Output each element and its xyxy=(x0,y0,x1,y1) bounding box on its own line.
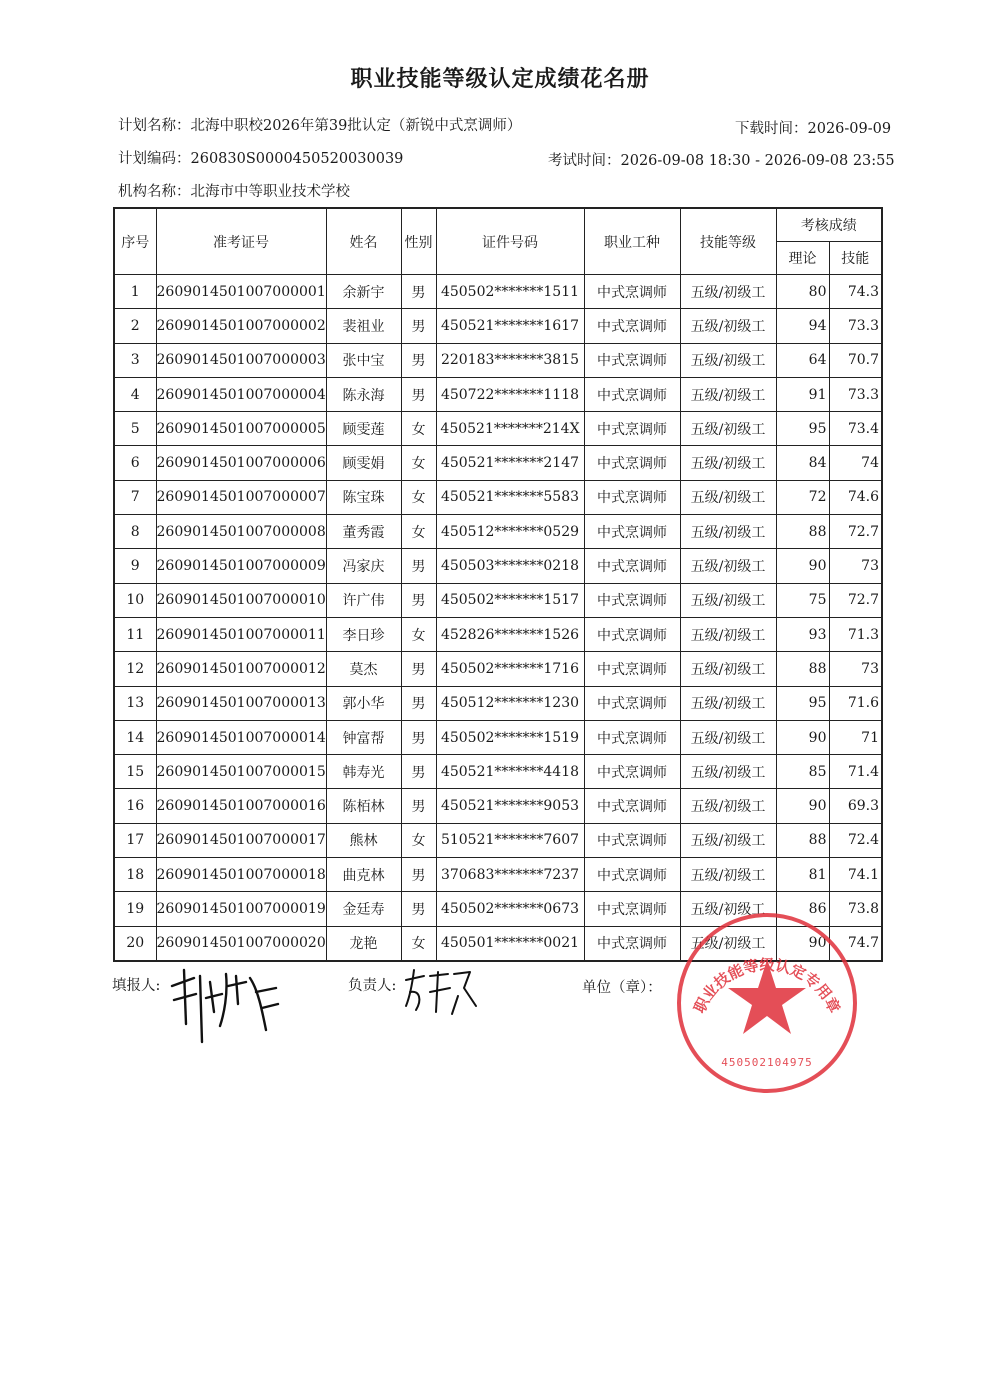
cell-id-number: 450501*******0021 xyxy=(436,926,584,961)
cell-ticket: 2609014501007000020 xyxy=(156,926,326,961)
header-skill: 技能 xyxy=(829,242,882,275)
cell-skill: 72.7 xyxy=(829,583,882,617)
cell-name: 李日珍 xyxy=(326,617,401,651)
table-row xyxy=(114,617,882,651)
cell-skill-level: 五级/初级工 xyxy=(680,892,776,926)
table-row xyxy=(114,480,882,514)
cell-skill-level: 五级/初级工 xyxy=(680,309,776,343)
cell-id-number: 450502*******1511 xyxy=(436,275,584,309)
cell-occupation: 中式烹调师 xyxy=(584,480,680,514)
cell-skill: 71.3 xyxy=(829,617,882,651)
filler-label: 填报人: xyxy=(112,978,161,994)
cell-skill: 73.3 xyxy=(829,377,882,411)
cell-skill: 73.8 xyxy=(829,892,882,926)
cell-gender: 女 xyxy=(401,446,436,480)
cell-seq: 4 xyxy=(114,377,156,411)
cell-occupation: 中式烹调师 xyxy=(584,617,680,651)
cell-id-number: 450521*******9053 xyxy=(436,789,584,823)
responsible-signature xyxy=(402,966,482,1020)
cell-skill-level: 五级/初级工 xyxy=(680,858,776,892)
header-theory: 理论 xyxy=(776,242,829,275)
cell-ticket: 2609014501007000017 xyxy=(156,823,326,857)
cell-gender: 男 xyxy=(401,377,436,411)
cell-name: 裴祖业 xyxy=(326,309,401,343)
cell-skill-level: 五级/初级工 xyxy=(680,515,776,549)
cell-occupation: 中式烹调师 xyxy=(584,755,680,789)
cell-occupation: 中式烹调师 xyxy=(584,789,680,823)
cell-theory: 84 xyxy=(776,446,829,480)
table-row xyxy=(114,720,882,754)
cell-ticket: 2609014501007000009 xyxy=(156,549,326,583)
cell-gender: 女 xyxy=(401,823,436,857)
table-row xyxy=(114,858,882,892)
cell-seq: 6 xyxy=(114,446,156,480)
cell-ticket: 2609014501007000013 xyxy=(156,686,326,720)
cell-name: 陈栢林 xyxy=(326,789,401,823)
cell-theory: 93 xyxy=(776,617,829,651)
cell-name: 钟富帮 xyxy=(326,720,401,754)
cell-skill-level: 五级/初级工 xyxy=(680,275,776,309)
cell-gender: 男 xyxy=(401,275,436,309)
cell-skill-level: 五级/初级工 xyxy=(680,789,776,823)
cell-skill: 73 xyxy=(829,652,882,686)
cell-occupation: 中式烹调师 xyxy=(584,652,680,686)
cell-name: 余新宇 xyxy=(326,275,401,309)
table-row xyxy=(114,583,882,617)
cell-seq: 11 xyxy=(114,617,156,651)
cell-theory: 88 xyxy=(776,515,829,549)
cell-gender: 男 xyxy=(401,343,436,377)
cell-name: 莫杰 xyxy=(326,652,401,686)
cell-theory: 85 xyxy=(776,755,829,789)
cell-ticket: 2609014501007000001 xyxy=(156,275,326,309)
cell-id-number: 450502*******1517 xyxy=(436,583,584,617)
cell-name: 许广伟 xyxy=(326,583,401,617)
table-row xyxy=(114,549,882,583)
header-score-group: 考核成绩 xyxy=(776,208,882,242)
cell-seq: 3 xyxy=(114,343,156,377)
cell-gender: 男 xyxy=(401,549,436,583)
cell-theory: 90 xyxy=(776,549,829,583)
cell-occupation: 中式烹调师 xyxy=(584,309,680,343)
cell-seq: 13 xyxy=(114,686,156,720)
cell-name: 陈永海 xyxy=(326,377,401,411)
header-ticket: 准考证号 xyxy=(156,208,326,275)
cell-gender: 男 xyxy=(401,686,436,720)
cell-occupation: 中式烹调师 xyxy=(584,446,680,480)
cell-occupation: 中式烹调师 xyxy=(584,720,680,754)
table-row xyxy=(114,515,882,549)
cell-id-number: 450521*******4418 xyxy=(436,755,584,789)
cell-ticket: 2609014501007000008 xyxy=(156,515,326,549)
cell-skill-level: 五级/初级工 xyxy=(680,617,776,651)
cell-theory: 88 xyxy=(776,652,829,686)
cell-seq: 10 xyxy=(114,583,156,617)
cell-occupation: 中式烹调师 xyxy=(584,858,680,892)
header-seq: 序号 xyxy=(114,208,156,275)
cell-seq: 14 xyxy=(114,720,156,754)
cell-ticket: 2609014501007000005 xyxy=(156,412,326,446)
cell-ticket: 2609014501007000019 xyxy=(156,892,326,926)
cell-name: 顾雯莲 xyxy=(326,412,401,446)
cell-ticket: 2609014501007000004 xyxy=(156,377,326,411)
cell-gender: 男 xyxy=(401,583,436,617)
cell-skill: 71.6 xyxy=(829,686,882,720)
cell-id-number: 450521*******5583 xyxy=(436,480,584,514)
cell-skill: 72.7 xyxy=(829,515,882,549)
cell-id-number: 450521*******1617 xyxy=(436,309,584,343)
cell-name: 冯家庆 xyxy=(326,549,401,583)
cell-theory: 64 xyxy=(776,343,829,377)
cell-id-number: 450722*******1118 xyxy=(436,377,584,411)
cell-ticket: 2609014501007000015 xyxy=(156,755,326,789)
cell-seq: 2 xyxy=(114,309,156,343)
cell-seq: 1 xyxy=(114,275,156,309)
cell-skill-level: 五级/初级工 xyxy=(680,480,776,514)
cell-skill: 72.4 xyxy=(829,823,882,857)
cell-ticket: 2609014501007000010 xyxy=(156,583,326,617)
cell-skill: 69.3 xyxy=(829,789,882,823)
cell-gender: 女 xyxy=(401,480,436,514)
cell-name: 陈宝珠 xyxy=(326,480,401,514)
cell-ticket: 2609014501007000016 xyxy=(156,789,326,823)
cell-name: 龙艳 xyxy=(326,926,401,961)
header-occupation: 职业工种 xyxy=(584,208,680,275)
cell-skill-level: 五级/初级工 xyxy=(680,549,776,583)
cell-skill: 74.6 xyxy=(829,480,882,514)
cell-theory: 88 xyxy=(776,823,829,857)
table-row xyxy=(114,789,882,823)
table-row xyxy=(114,412,882,446)
seal-code: 450502104975 xyxy=(721,1056,813,1069)
cell-occupation: 中式烹调师 xyxy=(584,275,680,309)
cell-name: 张中宝 xyxy=(326,343,401,377)
cell-ticket: 2609014501007000012 xyxy=(156,652,326,686)
cell-name: 董秀霞 xyxy=(326,515,401,549)
cell-ticket: 2609014501007000002 xyxy=(156,309,326,343)
cell-theory: 72 xyxy=(776,480,829,514)
table-row xyxy=(114,446,882,480)
cell-ticket: 2609014501007000006 xyxy=(156,446,326,480)
cell-theory: 95 xyxy=(776,412,829,446)
cell-occupation: 中式烹调师 xyxy=(584,823,680,857)
plan-code: 计划编码：260830S0000450520030039 xyxy=(118,151,404,167)
cell-gender: 女 xyxy=(401,515,436,549)
cell-occupation: 中式烹调师 xyxy=(584,549,680,583)
cell-skill: 74.1 xyxy=(829,858,882,892)
table-row xyxy=(114,686,882,720)
cell-theory: 91 xyxy=(776,377,829,411)
cell-occupation: 中式烹调师 xyxy=(584,377,680,411)
cell-theory: 94 xyxy=(776,309,829,343)
cell-name: 韩寿光 xyxy=(326,755,401,789)
header-skill-level: 技能等级 xyxy=(680,208,776,275)
table-row xyxy=(114,275,882,309)
cell-name: 顾雯娟 xyxy=(326,446,401,480)
cell-id-number: 220183*******3815 xyxy=(436,343,584,377)
cell-theory: 86 xyxy=(776,892,829,926)
cell-theory: 81 xyxy=(776,858,829,892)
cell-theory: 75 xyxy=(776,583,829,617)
cell-ticket: 2609014501007000018 xyxy=(156,858,326,892)
plan-name: 计划名称：北海中职校2026年第39批认定（新锐中式烹调师） xyxy=(118,118,522,134)
cell-gender: 女 xyxy=(401,412,436,446)
table-row xyxy=(114,343,882,377)
responsible-label: 负责人: xyxy=(348,978,397,994)
org-name: 机构名称：北海市中等职业技术学校 xyxy=(118,184,350,200)
cell-skill: 74 xyxy=(829,446,882,480)
cell-seq: 12 xyxy=(114,652,156,686)
cell-gender: 男 xyxy=(401,858,436,892)
cell-theory: 90 xyxy=(776,789,829,823)
cell-skill-level: 五级/初级工 xyxy=(680,583,776,617)
cell-gender: 女 xyxy=(401,926,436,961)
download-time: 下载时间：2026-09-09 xyxy=(735,121,892,137)
cell-gender: 男 xyxy=(401,892,436,926)
cell-skill: 71 xyxy=(829,720,882,754)
exam-time: 考试时间：2026-09-08 18:30 - 2026-09-08 23:55 xyxy=(548,153,895,169)
cell-theory: 95 xyxy=(776,686,829,720)
cell-id-number: 450502*******1519 xyxy=(436,720,584,754)
cell-skill-level: 五级/初级工 xyxy=(680,343,776,377)
cell-seq: 5 xyxy=(114,412,156,446)
cell-ticket: 2609014501007000011 xyxy=(156,617,326,651)
score-roster-table xyxy=(113,207,883,962)
header-name: 姓名 xyxy=(326,208,401,275)
cell-id-number: 450521*******2147 xyxy=(436,446,584,480)
cell-skill: 70.7 xyxy=(829,343,882,377)
cell-skill: 74.7 xyxy=(829,926,882,961)
cell-seq: 8 xyxy=(114,515,156,549)
cell-gender: 男 xyxy=(401,309,436,343)
cell-seq: 18 xyxy=(114,858,156,892)
header-gender: 性别 xyxy=(401,208,436,275)
cell-seq: 20 xyxy=(114,926,156,961)
cell-occupation: 中式烹调师 xyxy=(584,926,680,961)
cell-ticket: 2609014501007000003 xyxy=(156,343,326,377)
header-id-number: 证件号码 xyxy=(436,208,584,275)
cell-gender: 男 xyxy=(401,789,436,823)
cell-seq: 15 xyxy=(114,755,156,789)
cell-gender: 男 xyxy=(401,652,436,686)
cell-skill: 73.4 xyxy=(829,412,882,446)
official-seal-stamp xyxy=(672,908,862,1098)
cell-skill: 73 xyxy=(829,549,882,583)
cell-seq: 7 xyxy=(114,480,156,514)
cell-name: 金廷寿 xyxy=(326,892,401,926)
cell-id-number: 450503*******0218 xyxy=(436,549,584,583)
cell-skill-level: 五级/初级工 xyxy=(680,926,776,961)
cell-id-number: 450521*******214X xyxy=(436,412,584,446)
cell-id-number: 450502*******0673 xyxy=(436,892,584,926)
cell-seq: 17 xyxy=(114,823,156,857)
cell-id-number: 450512*******0529 xyxy=(436,515,584,549)
table-row xyxy=(114,823,882,857)
cell-name: 熊林 xyxy=(326,823,401,857)
cell-seq: 9 xyxy=(114,549,156,583)
page-title: 职业技能等级认定成绩花名册 xyxy=(350,67,650,92)
cell-gender: 女 xyxy=(401,617,436,651)
cell-skill-level: 五级/初级工 xyxy=(680,446,776,480)
cell-skill-level: 五级/初级工 xyxy=(680,652,776,686)
cell-ticket: 2609014501007000014 xyxy=(156,720,326,754)
cell-occupation: 中式烹调师 xyxy=(584,892,680,926)
cell-name: 郭小华 xyxy=(326,686,401,720)
cell-occupation: 中式烹调师 xyxy=(584,515,680,549)
cell-occupation: 中式烹调师 xyxy=(584,686,680,720)
cell-name: 曲克林 xyxy=(326,858,401,892)
cell-id-number: 450502*******1716 xyxy=(436,652,584,686)
cell-theory: 80 xyxy=(776,275,829,309)
cell-skill-level: 五级/初级工 xyxy=(680,823,776,857)
cell-skill: 73.3 xyxy=(829,309,882,343)
unit-seal-label: 单位（章）： xyxy=(582,980,662,996)
cell-skill-level: 五级/初级工 xyxy=(680,377,776,411)
cell-occupation: 中式烹调师 xyxy=(584,412,680,446)
cell-skill-level: 五级/初级工 xyxy=(680,412,776,446)
filler-signature xyxy=(166,964,284,1048)
cell-skill: 74.3 xyxy=(829,275,882,309)
cell-gender: 男 xyxy=(401,755,436,789)
seal-text: 职业技能等级认定专用章 xyxy=(690,955,844,1016)
cell-occupation: 中式烹调师 xyxy=(584,583,680,617)
table-row xyxy=(114,755,882,789)
cell-id-number: 452826*******1526 xyxy=(436,617,584,651)
table-row xyxy=(114,309,882,343)
cell-seq: 16 xyxy=(114,789,156,823)
cell-id-number: 450512*******1230 xyxy=(436,686,584,720)
cell-skill-level: 五级/初级工 xyxy=(680,686,776,720)
cell-id-number: 510521*******7607 xyxy=(436,823,584,857)
cell-skill-level: 五级/初级工 xyxy=(680,755,776,789)
table-row xyxy=(114,652,882,686)
cell-gender: 男 xyxy=(401,720,436,754)
cell-id-number: 370683*******7237 xyxy=(436,858,584,892)
cell-ticket: 2609014501007000007 xyxy=(156,480,326,514)
table-row xyxy=(114,377,882,411)
cell-skill: 71.4 xyxy=(829,755,882,789)
cell-theory: 90 xyxy=(776,926,829,961)
cell-seq: 19 xyxy=(114,892,156,926)
cell-occupation: 中式烹调师 xyxy=(584,343,680,377)
cell-theory: 90 xyxy=(776,720,829,754)
cell-skill-level: 五级/初级工 xyxy=(680,720,776,754)
